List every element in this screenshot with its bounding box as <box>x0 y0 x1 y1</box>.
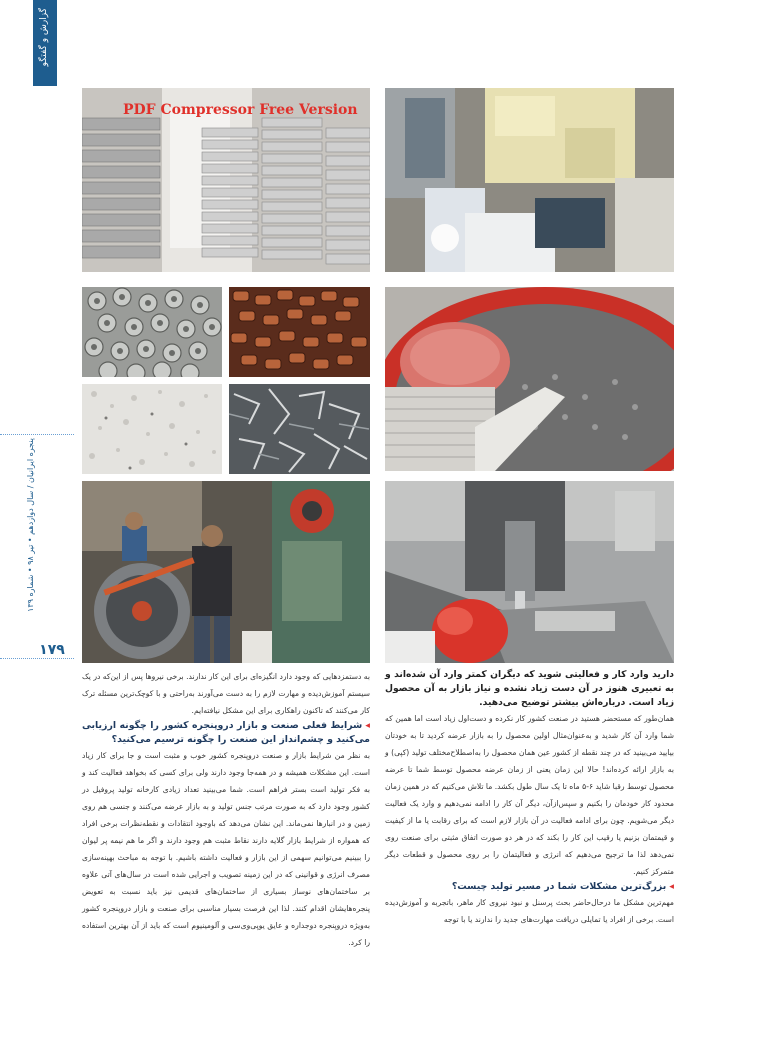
body-paragraph: به نظر من شرایط بازار و صنعت دروپنجره کشور خوب و مثبت است و جا برای کار زیاد است. این مشکلات همیشه و در همه‌جا وجود دارند ولی برای کسی که بخواهد فعالیت کند و به فکر تولید است بستر فراهم است. شما می‌بینید تعداد زیادی کارخانه تولید پروفیل در کشور وجود دارد که به صورت مرتب جنس تولید و به بازار عرضه می‌کنند و جنسی هم روی زمین و در انبارها نمی‌ماند. این نشان می‌دهد که باوجود انتقادات و نقطه‌نظرات برخی افراد که همواره از شرایط بازار گلایه دارند نقاط مثبت هم وجود دارند و اگر ما هم نیمه پر لیوان را ببینیم می‌توانیم سهمی از این بازار و فعالیت داشته باشیم. با توجه به مباحث بهینه‌سازی مصرف انرژی و قوانینی که در این زمینه تصویب و اجرایی شده است در سال‌های آتی علاوه بر ساختمان‌های نوساز بسیاری از ساختمان‌های قدیمی نیز باید نسبت به تعویض پنجره‌هایشان اقدام کنند. لذا این فرصت بسیار مناسبی برای صنعت و بازار دروپنجره کشور به‌ویژه دروپنجره دوجداره و عایق یوپی‌وی‌سی و آلومینیوم است که باید از آن بهترین استفاده را کرد. <box>82 751 370 947</box>
section-tab <box>33 0 57 86</box>
divider <box>0 434 74 435</box>
watermark: PDF Compressor Free Version <box>123 102 358 118</box>
body-paragraph: مهم‌ترین مشکل ما درحال‌حاضر بحث پرسنل و نبود نیروی کار ماهر، باتجربه و آموزش‌دیده است. برخی از افراد یا تمایلی دریافت مهارت‌های جدید را ندارند یا با توجه <box>385 898 674 924</box>
section-label: گزارش و گفتگو <box>39 8 49 67</box>
photo-workers-saw <box>82 481 370 663</box>
body-paragraph: همان‌طور که مستحضر هستید در صنعت کشور کار نکرده و دست‌اول زیاد است اما همین که شما وارد آن کار شدید و به‌عنوان‌مثال اولین محصول را به بازار عرضه کردید تا به خودتان بیایید می‌بینید که در چند نقطه از کشور عین همان محصول را به‌اصطلاح‌مختلف تولید (کپی) و به بازار ارائه کرده‌اند! حالا این زمان یعنی از زمان عرضه محصول توسط شما تا عرضه محصول توسط رقبا شاید ۶-۵ ماه تا یک سال طول بکشد. ما تلاش می‌کنیم که در همین زمان محدود کار خودمان را بکنیم و سپس‌ازآن، دیگر آن کار را ادامه نمی‌دهیم و وارد یک فعالیت دیگر می‌شویم. چون برای ادامه فعالیت در آن بازار لازم است که برای رقابت یا ما از کیفیت و قیمتمان بزنیم یا رقیب این کار را بکند که در هر دو صورت اتفاق مثبتی برای صنعت روی نمی‌دهد لذا ما ترجیح می‌دهیم که انرژی و فعالیتمان را بر روی محصول و قطعات دیگر متمرکز کنیم. <box>385 714 674 876</box>
magazine-meta: پنجره ایرانیان / سال دوازدهم • تیر ۹۸ • شماره ۱۳۹ <box>26 438 35 612</box>
lead-paragraph: دارید وارد کار و فعالیتی شوید که دیگران کمتر وارد آن شده‌اند و به تعبیری هنوز در آن دست زیاد نشده و نیاز بازار به آن محصول زیاد است. درباره‌اش بیشتر توضیح می‌دهید. <box>385 669 674 708</box>
photo-gray-washers <box>82 287 222 377</box>
body-paragraph: به دستمزدهایی که وجود دارد انگیزه‌ای برای این کار ندارند. برخی نیروها پس از این‌که در یک سیستم آموزش‌دیده و مهارت لازم را به دست می‌آورند به‌راحتی و با کوچک‌ترین مسئله ترک کار می‌کنند که تاکنون راهکاری برای این مشکل نیافته‌ایم. <box>82 672 370 715</box>
page-number: ۱۷۹ <box>39 642 65 658</box>
photo-drill-press <box>385 481 674 663</box>
photo-copper-parts <box>229 287 370 377</box>
left-column <box>82 668 370 968</box>
right-column <box>385 668 674 968</box>
photo-injection-machine <box>385 88 674 272</box>
photo-vibratory-bowl <box>385 287 674 471</box>
section-heading: ◂ شرایط فعلی صنعت و بازار دروپنجره کشور را چگونه ارزیابی می‌کنید و چشم‌انداز این صنعت را چگونه ترسیم می‌کنید؟ <box>82 719 370 747</box>
photo-white-granules <box>82 384 222 474</box>
photo-metal-scrap <box>229 384 370 474</box>
section-heading: ◂ بزرگ‌ترین مشکلات شما در مسیر تولید چیست؟ <box>385 880 674 894</box>
